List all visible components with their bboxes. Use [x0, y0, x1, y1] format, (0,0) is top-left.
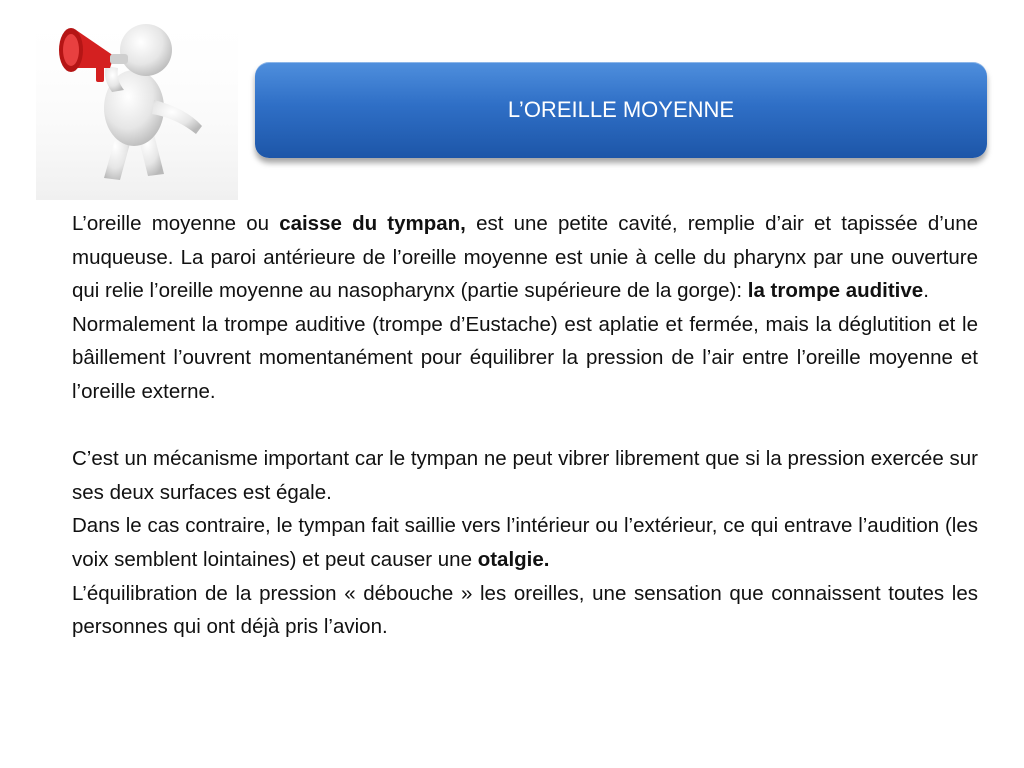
body-text — [72, 207, 978, 644]
paragraph-1 — [72, 207, 978, 308]
paragraph-1-bold-2: la trompe auditive — [747, 279, 924, 303]
paragraph-3: C’est un mécanisme important car le tympan ne peut vibrer librement que si la pression exercée sur ses deux surfaces est égale. — [72, 447, 978, 504]
paragraph-4-bold-1: otalgie. — [477, 547, 550, 571]
paragraph-1-bold-1: caisse du tympan, — [279, 212, 466, 235]
paragraph-spacer — [72, 409, 978, 443]
paragraph-1-text-1: L’oreille moyenne ou — [72, 212, 280, 235]
paragraph-4 — [72, 509, 978, 576]
paragraph-5: L’équilibration de la pression « débouche » les oreilles, une sensation que connaissent toutes les personnes qui ont déjà pris l’avion. — [72, 581, 978, 639]
title-banner — [255, 62, 987, 158]
paragraph-1-text-3: . — [923, 279, 929, 303]
page-title: L’OREILLE MOYENNE — [507, 97, 735, 122]
person-megaphone-icon — [36, 8, 238, 200]
paragraph-1-text-2: est une petite cavité, remplie d’air et tapissée d’une muqueuse. La paroi antérieure de l’oreille moyenne est unie à celle du pharynx par une ouverture qui relie l’oreille moyenne au nasopharynx (partie supérieure de la gorge): — [72, 212, 978, 303]
paragraph-4-text-1: Dans le cas contraire, le tympan fait saillie vers l’intérieur ou l’extérieur, ce qui entrave l’audition (les voix semblent lointaines) et peut causer une — [72, 514, 978, 571]
paragraph-2: Normalement la trompe auditive (trompe d’Eustache) est aplatie et fermée, mais la déglutition et le bâillement l’ouvrent momentanément pour équilibrer la pression de l’air entre l’oreille moyenne et l’oreille externe. — [72, 312, 978, 403]
